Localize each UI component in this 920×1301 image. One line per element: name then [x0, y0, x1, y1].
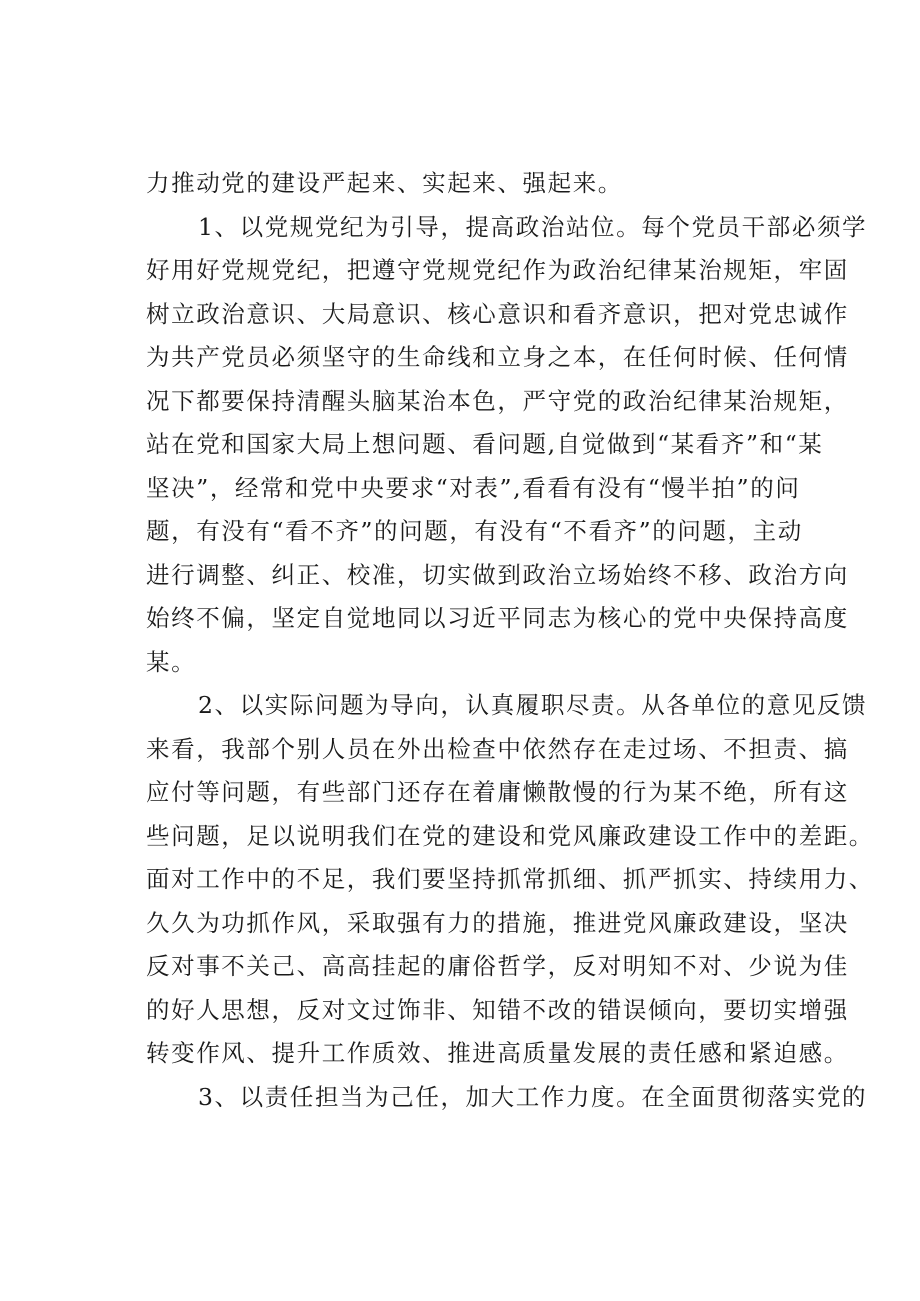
text-line: 某。	[146, 647, 197, 676]
text-line: 的好人思想，反对文过饰非、知错不改的错误倾向，要切实增强	[146, 995, 849, 1024]
text-line: 好用好党规党纪，把遵守党规党纪作为政治纪律某治规矩，牢固	[146, 256, 849, 284]
text-line: 为共产党员必须坚守的生命线和立身之本，在任何时候、任何情	[146, 343, 849, 371]
text-line: 始终不偏，坚定自觉地同以习近平同志为核心的党中央保持高度	[146, 604, 849, 632]
text-line: 转变作风、提升工作质效、推进高质量发展的责任感和紧迫感。	[146, 1039, 849, 1067]
text-line: 反对事不关己、高高挂起的庸俗哲学，反对明知不对、少说为佳	[146, 952, 849, 980]
text-line: 久久为功抓作风，采取强有力的措施，推进党风廉政建设，坚决	[146, 908, 849, 937]
text-line: 站在党和国家大局上想问题、看问题,自觉做到“某看齐”和“某	[146, 430, 824, 458]
paragraph-3-first-line: 3、以责任担当为己任，加大工作力度。在全面贯彻落实党的	[198, 1082, 868, 1111]
text-line: 力推动党的建设严起来、实起来、强起来。	[146, 169, 623, 197]
text-line: 些问题，足以说明我们在党的建设和党风廉政建设工作中的差距。	[146, 821, 874, 850]
paragraph-2-first-line: 2、以实际问题为导向，认真履职尽责。从各单位的意见反馈	[198, 691, 868, 719]
text-line: 应付等问题，有些部门还存在着庸懒散慢的行为某不绝，所有这	[146, 778, 849, 806]
text-line: 坚决”，经常和党中央要求“对表”,看看有没有“慢半拍”的问	[146, 473, 801, 502]
text-line: 来看，我部个别人员在外出检查中依然存在走过场、不担责、搞	[146, 734, 849, 763]
text-line: 进行调整、纠正、校准，切实做到政治立场始终不移、政治方向	[146, 560, 849, 589]
text-line: 面对工作中的不足，我们要坚持抓常抓细、抓严抓实、持续用力、	[146, 865, 874, 893]
text-line: 题，有没有“看不齐”的问题，有没有“不看齐”的问题，主动	[146, 517, 803, 545]
body-text	[146, 162, 874, 1119]
text-line: 树立政治意识、大局意识、核心意识和看齐意识，把对党忠诚作	[146, 299, 849, 328]
paragraph-1-first-line: 1、以党规党纪为引导，提高政治站位。每个党员干部必须学	[198, 212, 868, 241]
text-line: 况下都要保持清醒头脑某治本色，严守党的政治纪律某治规矩，	[146, 386, 849, 415]
